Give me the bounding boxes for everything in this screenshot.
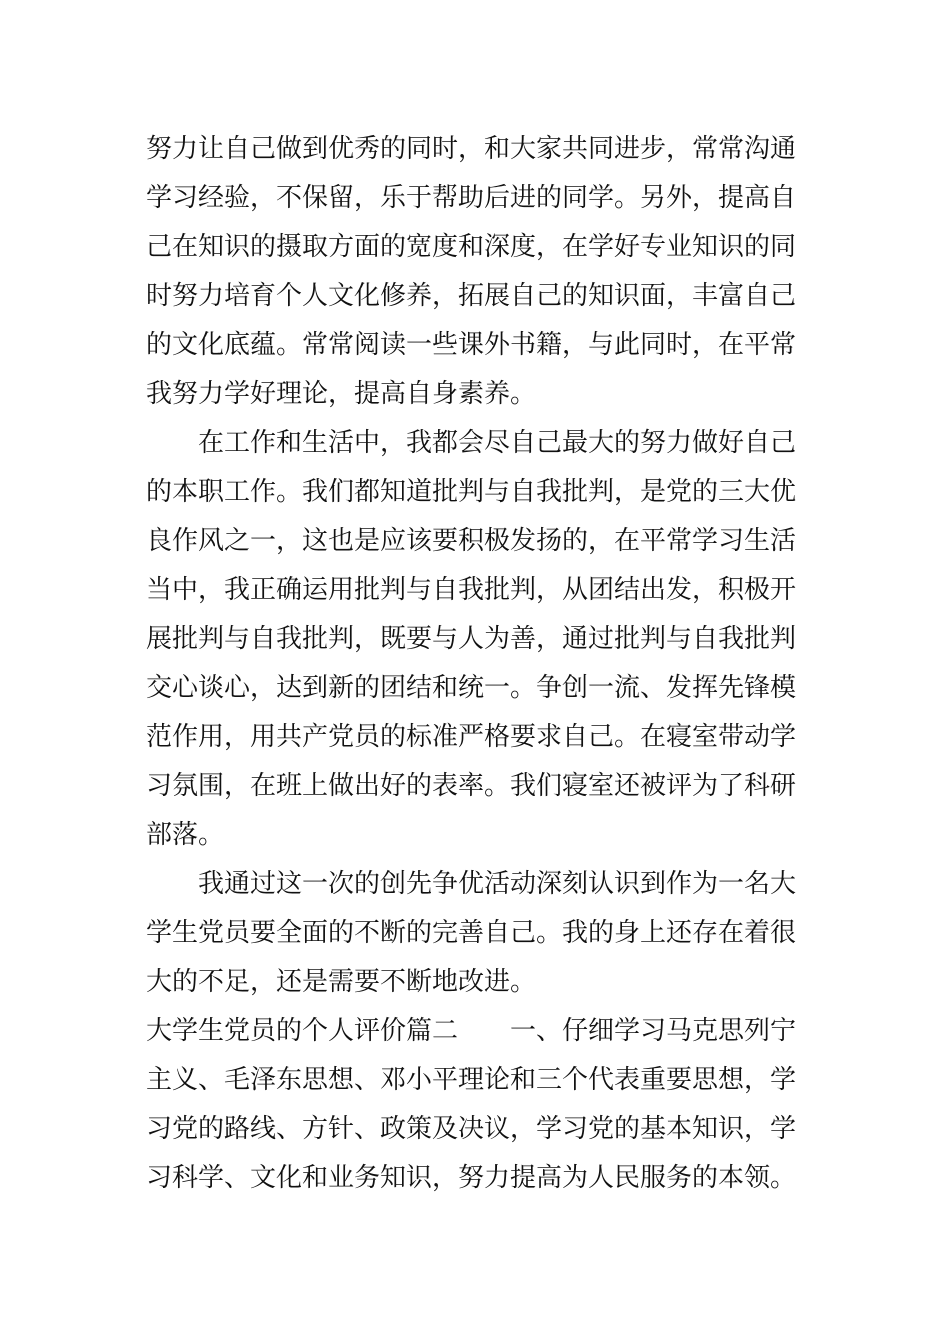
- text-line: 的文化底蕴。常常阅读一些课外书籍，与此同时，在平常: [146, 330, 797, 360]
- text-line: 努力让自己做到优秀的同时，和大家共同进步，常常沟通: [146, 134, 797, 164]
- section-title: 大学生党员的个人评价篇二: [146, 1016, 459, 1046]
- text-line: 主义、毛泽东思想、邓小平理论和三个代表重要思想，学: [146, 1065, 797, 1095]
- document-body: [146, 125, 806, 1203]
- text-line: 部落。: [146, 820, 225, 850]
- section-heading-line: [146, 1007, 806, 1056]
- text-line: 范作用，用共产党员的标准严格要求自己。在寝室带动学: [146, 722, 797, 752]
- paragraph-first-line: 在工作和生活中，我都会尽自己最大的努力做好自己: [198, 428, 797, 458]
- text-line: 展批判与自我批判，既要与人为善，通过批判与自我批判: [146, 624, 797, 654]
- text-line: 习科学、文化和业务知识，努力提高为人民服务的本领。: [146, 1163, 797, 1193]
- text-line: 当中，我正确运用批判与自我批判，从团结出发，积极开: [146, 575, 797, 605]
- text-line: 良作风之一，这也是应该要积极发扬的，在平常学习生活: [146, 526, 797, 556]
- paragraph-first-line: 我通过这一次的创先争优活动深刻认识到作为一名大: [198, 869, 797, 899]
- text-line: 大的不足，还是需要不断地改进。: [146, 967, 537, 997]
- text-line: 时努力培育个人文化修养，拓展自己的知识面，丰富自己: [146, 281, 797, 311]
- text-line: 学习经验，不保留，乐于帮助后进的同学。另外，提高自: [146, 183, 797, 213]
- text-line: 我努力学好理论，提高自身素养。: [146, 379, 537, 409]
- text-line: 的本职工作。我们都知道批判与自我批判，是党的三大优: [146, 477, 797, 507]
- text-line: 学生党员要全面的不断的完善自己。我的身上还存在着很: [146, 918, 797, 948]
- text-line: 习党的路线、方针、政策及决议，学习党的基本知识，学: [146, 1114, 797, 1144]
- text-line: 交心谈心，达到新的团结和统一。争创一流、发挥先锋模: [146, 673, 797, 703]
- section-lead-text: 一、仔细学习马克思列宁: [510, 1016, 797, 1046]
- text-line: 习氛围，在班上做出好的表率。我们寝室还被评为了科研: [146, 771, 797, 801]
- text-line: 己在知识的摄取方面的宽度和深度，在学好专业知识的同: [146, 232, 797, 262]
